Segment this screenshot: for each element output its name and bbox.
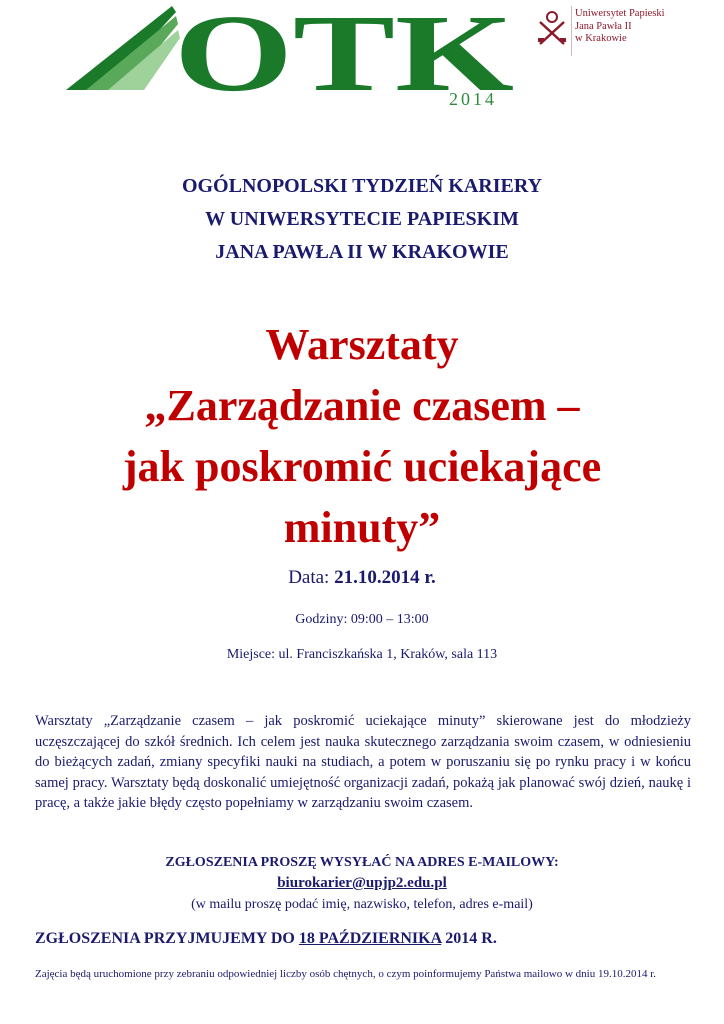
otk-logo-year: 2014 — [449, 89, 497, 108]
workshop-title-line: Warsztaty — [265, 320, 459, 369]
crossed-keys-icon — [535, 10, 569, 46]
university-name-line: Jana Pawła II — [575, 20, 632, 32]
university-logo-divider — [571, 6, 572, 56]
event-title-line: W UNIWERSYTECIE PAPIESKIM — [205, 208, 519, 230]
workshop-title-line: minuty” — [283, 503, 441, 552]
event-title-line: OGÓLNOPOLSKI TYDZIEŃ KARIERY — [181, 175, 543, 197]
event-title-line: JANA PAWŁA II W KRAKOWIE — [215, 241, 509, 263]
date-label: Data: — [288, 567, 335, 588]
university-name-line: w Krakowie — [575, 33, 627, 44]
otk-logo-brand: OTK — [174, 4, 514, 108]
application-note: (w mailu proszę podać imię, nazwisko, telefon, adres e-mail) — [191, 897, 533, 912]
deadline-suffix: 2014 R. — [441, 930, 497, 947]
place-line: Miejsce: ul. Franciszkańska 1, Kraków, sala 113 — [226, 647, 498, 662]
date-value: 21.10.2014 r. — [334, 567, 436, 588]
otk-logo-graphic — [64, 4, 524, 108]
hours-line: Godziny: 09:00 – 13:00 — [295, 612, 429, 627]
workshop-description: Warsztaty „Zarządzanie czasem – jak poskromić uciekające minuty” skierowane jest do młodzieży uczęszczającej do szkół średnich. Ich celem jest nauka skutecznego zarządzania swoim czasem, w odniesieniu do bieżących zadań, zmiany specyfiki nauki na studiach, a potem w poruszaniu się po rynku pracy i w końcu samej pracy. Warsztaty będą doskonalić umiejętność organizacji zadań, pokażą jak planować swój dzień, naukę i pracę, a także jakie błędy często popełniamy w zarządzaniu swoim czasem. — [35, 713, 691, 812]
workshop-title-line: „Zarządzanie czasem – — [144, 381, 580, 430]
workshop-title-line: jak poskromić uciekające — [122, 442, 602, 491]
application-info — [0, 852, 724, 915]
otk-logo — [64, 4, 524, 108]
date-line — [0, 567, 724, 589]
university-name-line: Uniwersytet Papieski — [575, 8, 665, 19]
footnote: Zajęcia będą uruchomione przy zebraniu odpowiedniej liczby osób chętnych, o czym poinformujemy Państwa mailowo w dniu 19.10.2014 r. — [35, 968, 657, 980]
application-heading: ZGŁOSZENIA PROSZĘ WYSYŁAĆ NA ADRES E-MAILOWY: — [165, 855, 559, 870]
event-title — [0, 170, 724, 269]
deadline-prefix: ZGŁOSZENIA PRZYJMUJEMY DO — [35, 930, 299, 947]
workshop-title — [0, 314, 724, 558]
deadline-date: 18 PAŹDZIERNIKA — [298, 930, 442, 947]
university-logo — [531, 6, 716, 58]
university-name — [575, 8, 665, 46]
application-email-link[interactable]: biurokarier@upjp2.edu.pl — [277, 875, 447, 891]
deadline-line — [35, 930, 497, 948]
